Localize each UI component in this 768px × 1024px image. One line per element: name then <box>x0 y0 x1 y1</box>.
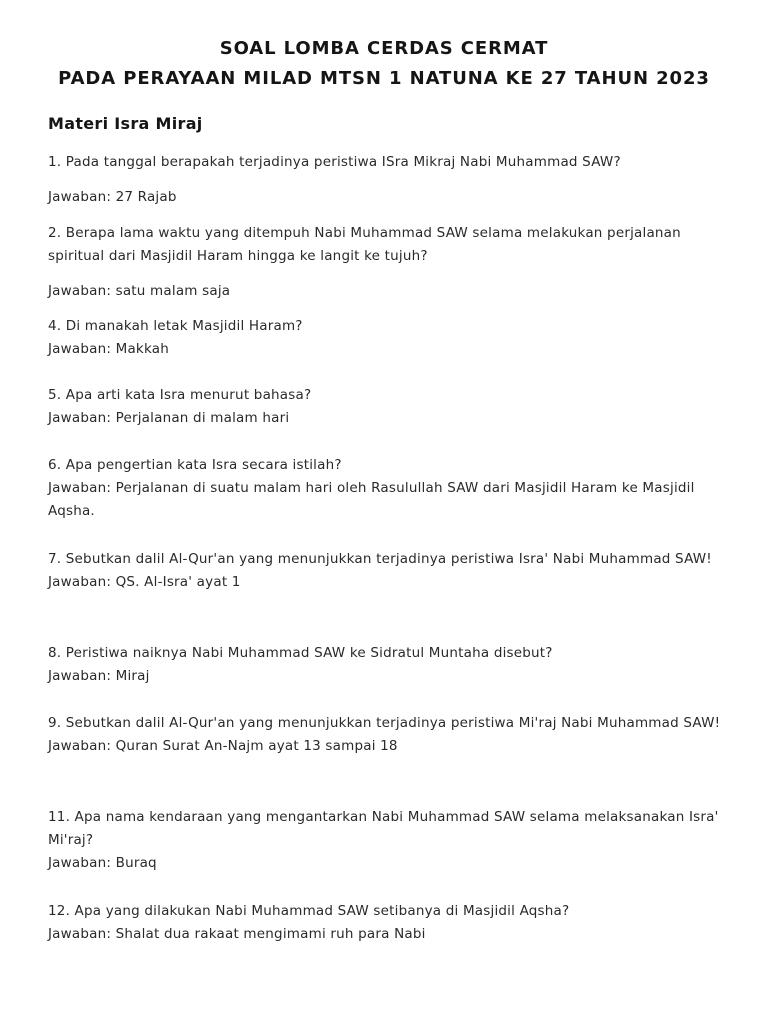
answer-text: Jawaban: Quran Surat An-Najm ayat 13 sampai 18 <box>48 738 398 754</box>
qa-item-11 <box>48 806 728 875</box>
question-text: 5. Apa arti kata Isra menurut bahasa? <box>48 387 312 403</box>
qa-item-4 <box>48 315 728 361</box>
qa-item-9 <box>48 712 728 758</box>
answer-text: Jawaban: Shalat dua rakaat mengimami ruh para Nabi <box>48 926 426 942</box>
document-title-line-2: PADA PERAYAAN MILAD MTSN 1 NATUNA KE 27 TAHUN 2023 <box>58 68 710 89</box>
answer-text: Jawaban: Perjalanan di malam hari <box>48 410 290 426</box>
question-text: 9. Sebutkan dalil Al-Qur'an yang menunjukkan terjadinya peristiwa Mi'raj Nabi Muhammad SAW! <box>48 715 721 731</box>
qa-item-7 <box>48 548 728 594</box>
answer-text: Jawaban: QS. Al-Isra' ayat 1 <box>48 574 241 590</box>
qa-item-12 <box>48 900 728 946</box>
qa-item-2 <box>48 222 728 303</box>
question-text: 7. Sebutkan dalil Al-Qur'an yang menunjukkan terjadinya peristiwa Isra' Nabi Muhammad SAW! <box>48 551 712 567</box>
document-title-line-1: SOAL LOMBA CERDAS CERMAT <box>219 38 549 59</box>
answer-text: Jawaban: Miraj <box>48 668 150 684</box>
qa-item-1 <box>48 151 728 209</box>
section-title: Materi Isra Miraj <box>48 114 203 133</box>
question-text: 6. Apa pengertian kata Isra secara istilah? <box>48 457 342 473</box>
question-text: 4. Di manakah letak Masjidil Haram? <box>48 318 303 334</box>
question-text: 12. Apa yang dilakukan Nabi Muhammad SAW setibanya di Masjidil Aqsha? <box>48 903 570 919</box>
answer-text: Jawaban: 27 Rajab <box>48 189 177 205</box>
qa-item-6 <box>48 454 728 523</box>
qa-item-5 <box>48 384 728 430</box>
answer-text: Jawaban: Buraq <box>48 855 157 871</box>
qa-item-8 <box>48 642 728 688</box>
answer-text: Jawaban: Makkah <box>48 341 169 357</box>
answer-text: Jawaban: Perjalanan di suatu malam hari oleh Rasulullah SAW dari Masjidil Haram ke Masjidil Aqsha. <box>48 480 695 519</box>
question-text: 8. Peristiwa naiknya Nabi Muhammad SAW ke Sidratul Muntaha disebut? <box>48 645 553 661</box>
question-text: 2. Berapa lama waktu yang ditempuh Nabi Muhammad SAW selama melakukan perjalanan spiritual dari Masjidil Haram hingga ke langit ke tujuh? <box>48 225 681 264</box>
question-text: 11. Apa nama kendaraan yang mengantarkan Nabi Muhammad SAW selama melaksanakan Isra' Mi'raj? <box>48 809 719 848</box>
question-text: 1. Pada tanggal berapakah terjadinya peristiwa ISra Mikraj Nabi Muhammad SAW? <box>48 154 621 170</box>
answer-text: Jawaban: satu malam saja <box>48 283 231 299</box>
